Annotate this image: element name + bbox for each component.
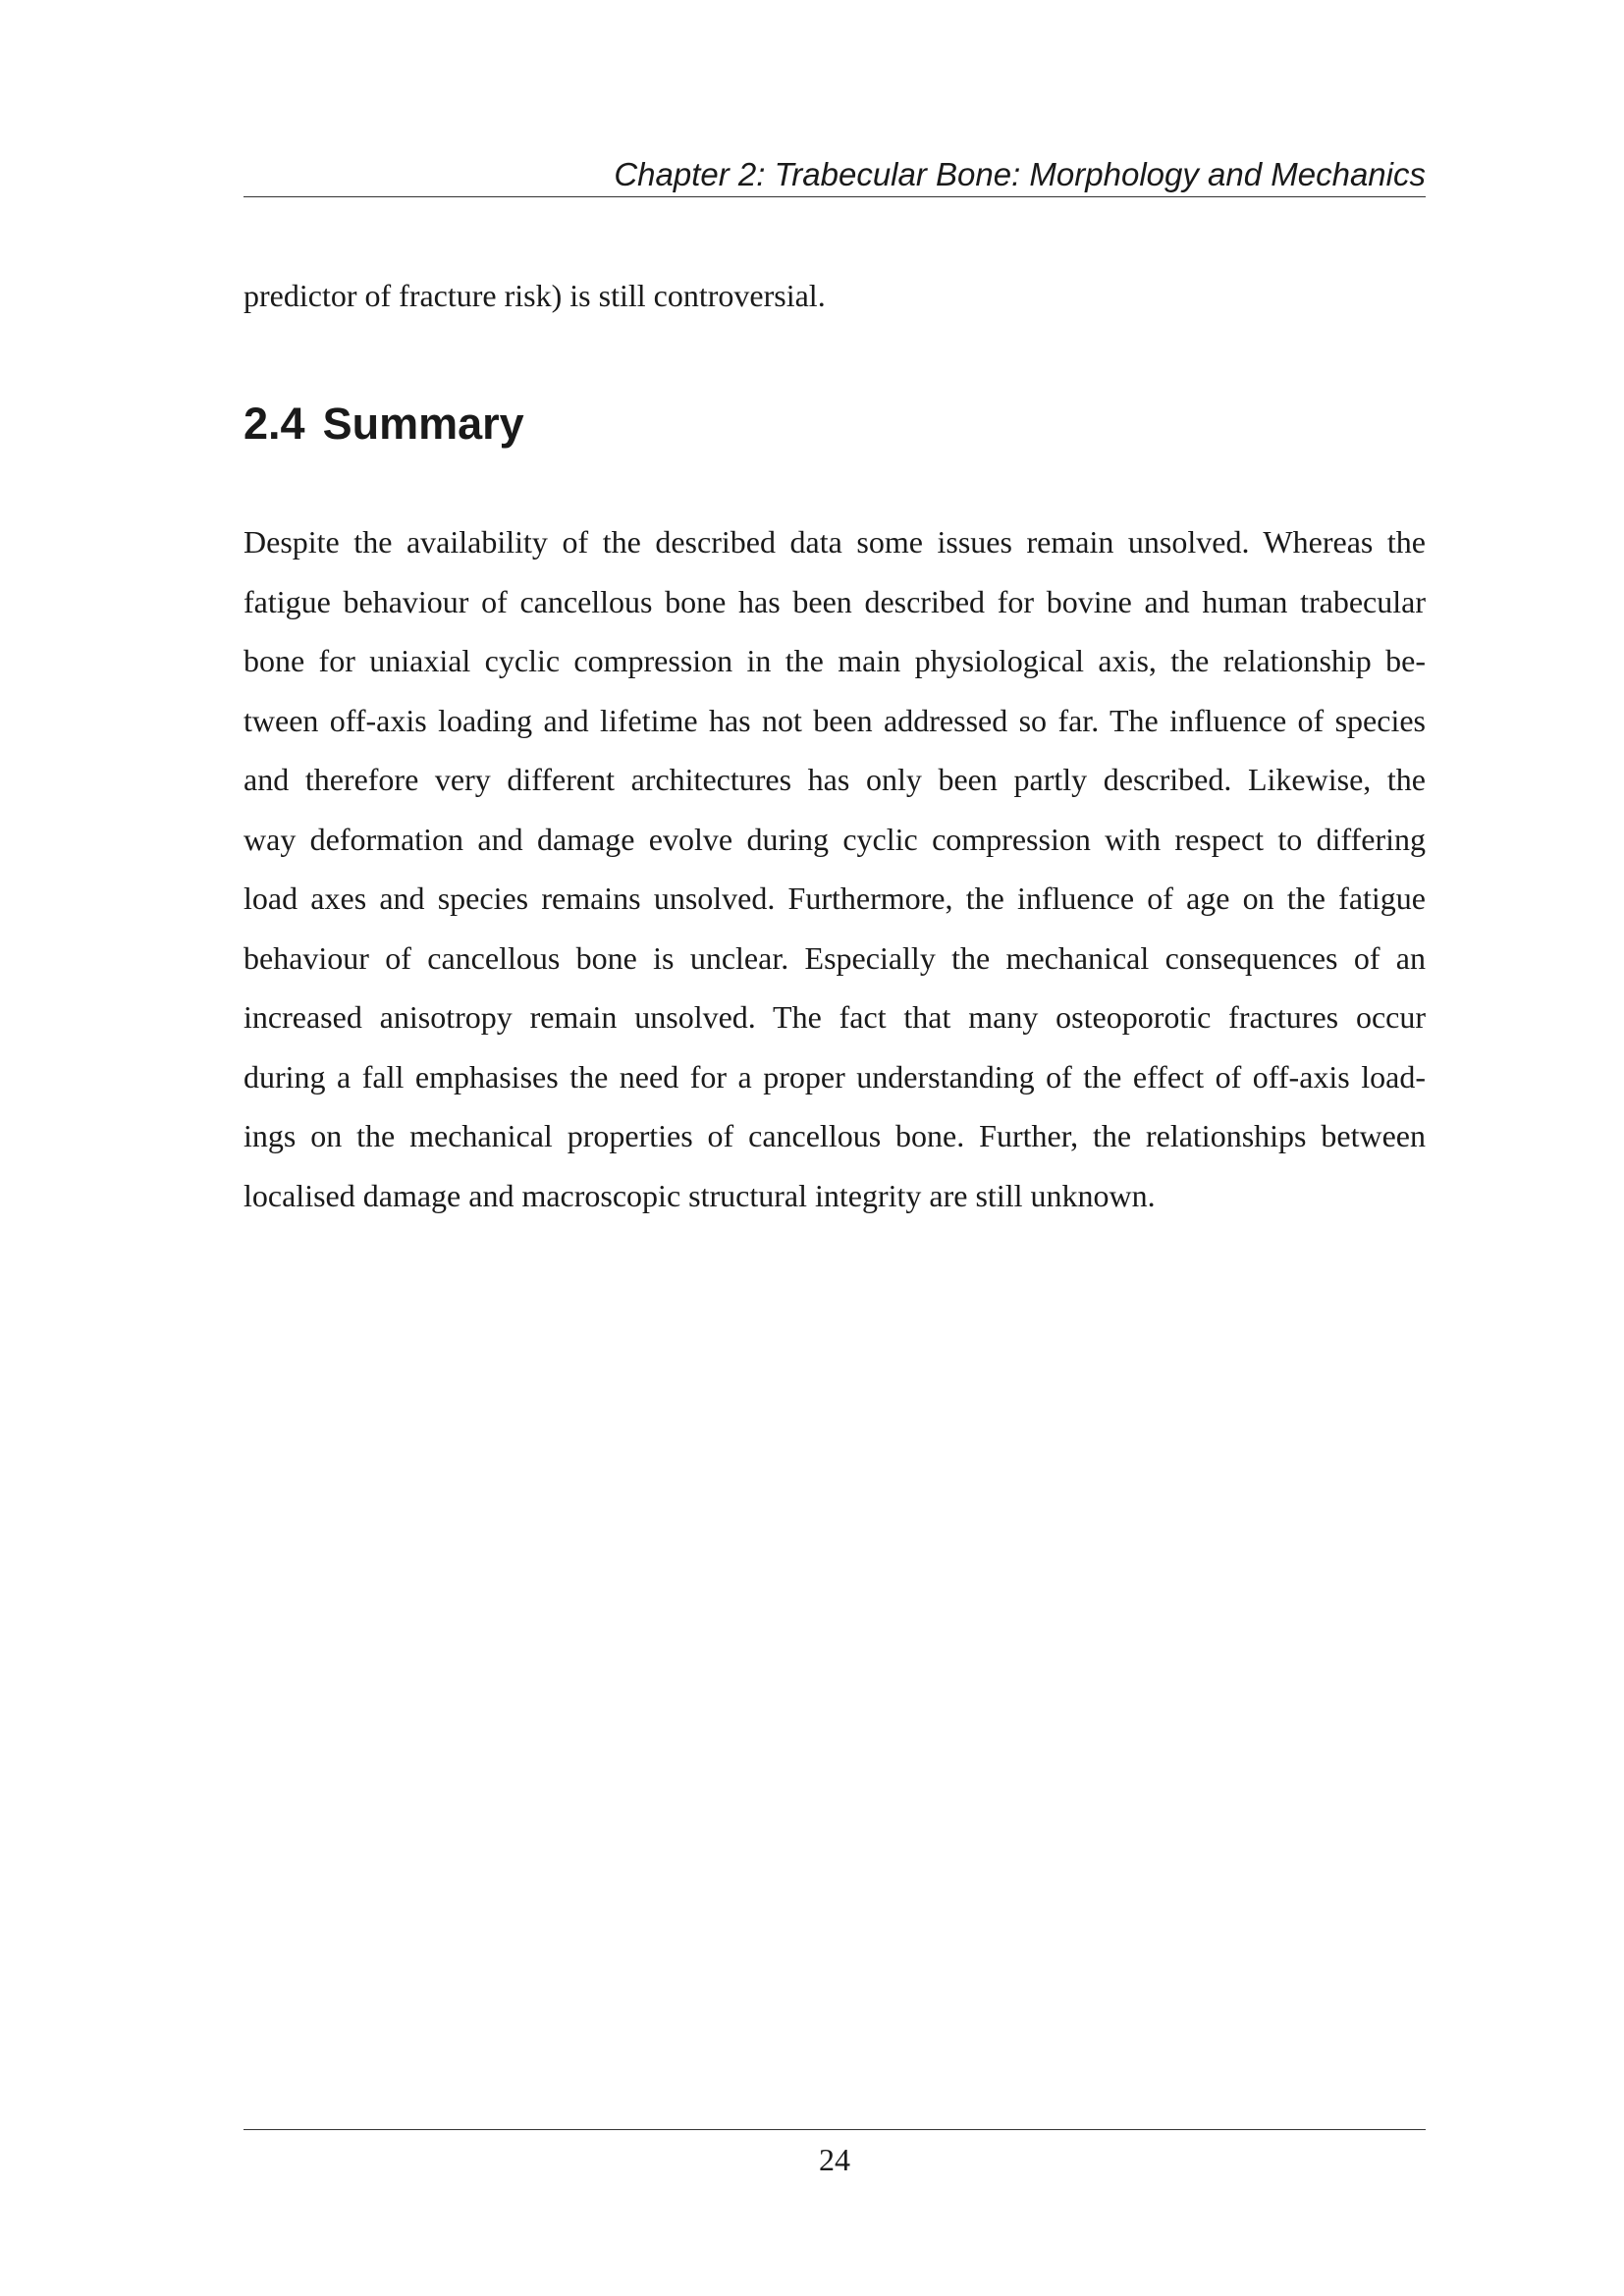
- paragraph-line: bone for uniaxial cyclic compression in the main physiological axis, the relationship be-: [244, 643, 1426, 678]
- summary-paragraph: [244, 522, 1426, 1235]
- header-rule: [244, 196, 1426, 197]
- paragraph-line: behaviour of cancellous bone is unclear. Especially the mechanical consequences of an: [244, 939, 1426, 976]
- paragraph-line: ings on the mechanical properties of cancellous bone. Further, the relationships between: [244, 1118, 1426, 1153]
- section-title: Summary: [322, 399, 524, 449]
- paragraph-line: during a fall emphasises the need for a proper understanding of the effect of off-axis load-: [244, 1058, 1426, 1095]
- page-number: 24: [819, 2142, 850, 2177]
- paragraph-line: increased anisotropy remain unsolved. The fact that many osteoporotic fractures occur: [244, 999, 1426, 1035]
- paragraph-line: Despite the availability of the described data some issues remain unsolved. Whereas the: [244, 524, 1426, 560]
- paragraph-line: fatigue behaviour of cancellous bone has been described for bovine and human trabecular: [244, 583, 1426, 619]
- paragraph-line: load axes and species remains unsolved. Furthermore, the influence of age on the fatigue: [244, 881, 1426, 916]
- running-header: Chapter 2: Trabecular Bone: Morphology and Mechanics: [614, 156, 1426, 192]
- section-heading: [244, 399, 524, 450]
- carryover-paragraph: predictor of fracture risk) is still controversial.: [244, 278, 826, 313]
- paragraph-line: tween off-axis loading and lifetime has not been addressed so far. The influence of species: [244, 702, 1426, 738]
- paragraph-line: way deformation and damage evolve during cyclic compression with respect to differing: [244, 821, 1426, 857]
- section-number: 2.4: [244, 399, 305, 449]
- footer-rule: [244, 2129, 1426, 2130]
- paragraph-line: and therefore very different architectures has only been partly described. Likewise, the: [244, 762, 1426, 797]
- paragraph-line: localised damage and macroscopic structural integrity are still unknown.: [244, 1177, 1156, 1213]
